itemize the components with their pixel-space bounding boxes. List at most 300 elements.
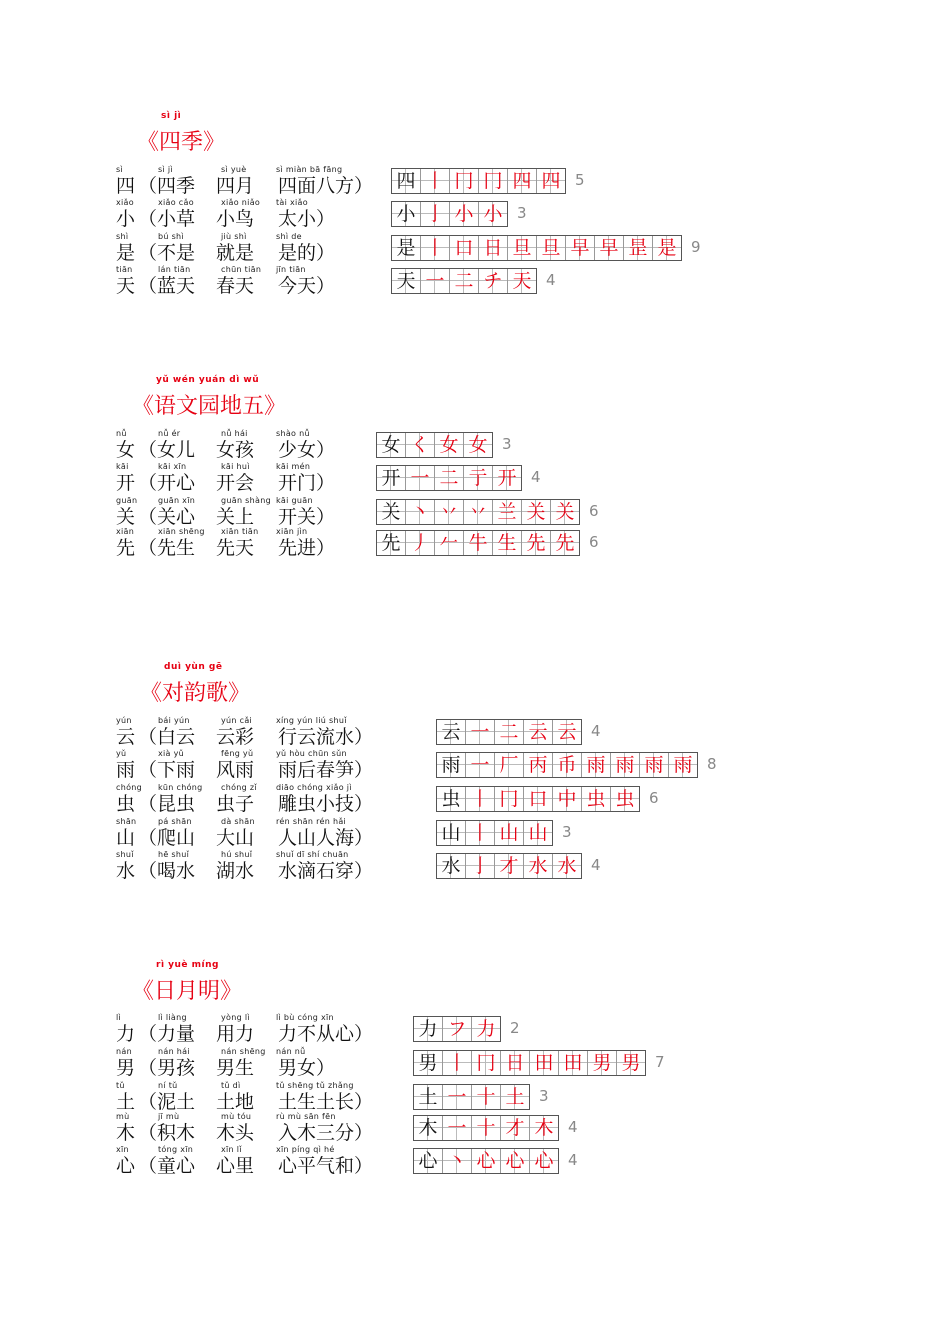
stroke-step-cell: 木 [530,1116,558,1140]
word-pinyin: shì de [276,232,302,241]
stroke-step-cell: 厂 [495,753,524,777]
char-pinyin: nán [116,1047,132,1056]
stroke-step-cell: 十 [472,1116,501,1140]
stroke-step-cell: 二 [435,466,464,490]
example-word: 用力 [216,1023,255,1045]
word-pinyin: yòng lì [221,1013,250,1022]
stroke-step-cell: 雨 [582,753,611,777]
grid-cell-character: 是 [392,236,421,260]
stroke-step-cell: 𠂉 [435,531,464,555]
word-pinyin: kāi xīn [158,462,187,471]
stroke-step-cell: 丶 [443,1149,472,1173]
stroke-order-grid [391,235,682,261]
example-word: （昆虫 [138,793,196,815]
stroke-step-cell: 丶 [406,500,435,524]
character-row [116,527,936,559]
example-word: 先进） [278,537,336,559]
example-word: （下雨 [138,759,196,781]
example-word: （蓝天 [138,275,196,297]
stroke-step-cell: フ [443,1017,472,1041]
example-word: 云彩 [216,726,255,748]
character: 先 [116,537,136,559]
character: 天 [116,275,136,297]
example-word: 男生 [216,1057,255,1079]
word-pinyin: tài xiǎo [276,198,308,207]
stroke-count: 4 [531,468,541,486]
stroke-step-cell: 冂 [479,169,508,193]
example-word: （不是 [138,242,196,264]
character-row [116,232,936,264]
stroke-step-cell: 先 [551,531,579,555]
grid-cell-character: 女 [377,433,406,457]
example-word: 今天） [278,275,336,297]
example-word: 湖水 [216,860,255,882]
grid-cell-character: 云 [437,720,466,744]
stroke-step-cell: 关 [551,500,579,524]
stroke-step-cell: 牛 [464,531,493,555]
word-pinyin: nǚ hái [221,429,248,438]
example-word: （关心 [138,506,196,528]
stroke-step-cell: 田 [559,1051,588,1075]
stroke-count: 6 [589,533,599,551]
section-title-pinyin: rì yuè míng [156,960,219,970]
example-word: 入木三分） [278,1122,374,1144]
example-word: （女儿 [138,439,196,461]
stroke-order-grid [436,820,553,846]
stroke-step-cell: 一 [443,1085,472,1109]
stroke-step-cell: 二 [450,269,479,293]
stroke-step-cell: 一 [443,1116,472,1140]
example-word: 大山 [216,827,255,849]
character-row [116,265,936,297]
example-word: 春天 [216,275,255,297]
stroke-step-cell: 丨 [466,787,495,811]
char-pinyin: yǔ [116,749,127,758]
stroke-step-cell: 才 [495,854,524,878]
character: 开 [116,472,136,494]
stroke-order-grid [391,268,537,294]
stroke-step-cell: 口 [524,787,553,811]
stroke-step-cell: 丿 [406,531,435,555]
stroke-order-grid [376,432,493,458]
stroke-step-cell: 早 [566,236,595,260]
stroke-step-cell: 田 [530,1051,559,1075]
word-pinyin: sì jì [158,165,173,174]
stroke-count: 9 [691,238,701,256]
grid-cell-character: 力 [414,1017,443,1041]
stroke-step-cell: 丨 [466,821,495,845]
character-row [116,783,936,815]
stroke-order-grid [436,752,698,778]
word-pinyin: nán shēng [221,1047,266,1056]
example-word: 心平气和） [278,1155,374,1177]
example-word: 木头 [216,1122,255,1144]
word-pinyin: yún cǎi [221,716,253,725]
stroke-count: 7 [655,1053,665,1071]
stroke-step-cell: 一 [466,753,495,777]
stroke-order-grid [391,201,508,227]
example-word: 雨后春笋） [278,759,374,781]
example-word: 雕虫小技） [278,793,374,815]
stroke-order-grid [376,530,580,556]
word-pinyin: chóng zǐ [221,783,257,792]
character-row [116,1081,936,1113]
example-word: 水滴石穿） [278,860,374,882]
char-pinyin: sì [116,165,123,174]
example-word: 先天 [216,537,255,559]
word-pinyin: fēng yǔ [221,749,254,758]
character: 心 [116,1155,136,1177]
stroke-step-cell: 二 [495,720,524,744]
section-title [132,960,243,1005]
char-pinyin: guān [116,496,138,505]
char-pinyin: shì [116,232,129,241]
stroke-order-grid [413,1115,559,1141]
section-title [140,662,251,707]
section-title-text: 《日月明》 [132,979,243,1004]
stroke-count: 6 [649,789,659,807]
stroke-step-cell: 丨 [421,169,450,193]
stroke-step-cell: 土 [501,1085,529,1109]
word-pinyin: lì liàng [158,1013,187,1022]
character-row [116,749,936,781]
example-word: 开会 [216,472,255,494]
example-word: 力不从心） [278,1023,374,1045]
word-pinyin: rén shān rén hǎi [276,817,347,826]
stroke-step-cell: 亅 [466,854,495,878]
char-pinyin: chóng [116,783,143,792]
example-word: （男孩 [138,1057,196,1079]
word-pinyin: hú shuǐ [221,850,253,859]
example-word: （白云 [138,726,196,748]
char-pinyin: xiǎo [116,198,134,207]
stroke-step-cell: 云 [553,720,581,744]
character: 云 [116,726,136,748]
character: 土 [116,1091,136,1113]
example-word: （爬山 [138,827,196,849]
example-word: 四面八方） [278,175,374,197]
stroke-step-cell: 雨 [640,753,669,777]
char-pinyin: shān [116,817,137,826]
char-pinyin: mù [116,1112,130,1121]
stroke-order-grid [436,719,582,745]
stroke-step-cell: 男 [588,1051,617,1075]
stroke-step-cell: 口 [450,236,479,260]
char-pinyin: kāi [116,462,129,471]
grid-cell-character: 土 [414,1085,443,1109]
stroke-order-grid [436,853,582,879]
word-pinyin: hē shuǐ [158,850,190,859]
example-word: 就是 [216,242,255,264]
stroke-step-cell: 开 [493,466,521,490]
stroke-order-grid [413,1050,646,1076]
character-row [116,496,936,528]
grid-cell-character: 关 [377,500,406,524]
word-pinyin: lán tiān [158,265,191,274]
stroke-count: 5 [575,171,585,189]
character: 木 [116,1122,136,1144]
grid-cell-character: 男 [414,1051,443,1075]
stroke-step-cell: 生 [493,531,522,555]
stroke-step-cell: 亍 [464,466,493,490]
stroke-step-cell: 丨 [443,1051,472,1075]
character: 女 [116,439,136,461]
char-pinyin: yún [116,716,132,725]
character-row [116,1013,936,1045]
word-pinyin: jiù shì [221,232,247,241]
stroke-step-cell: 关 [522,500,551,524]
stroke-step-cell: 丨 [421,236,450,260]
word-pinyin: guān xīn [158,496,196,505]
word-pinyin: diāo chóng xiǎo jì [276,783,352,792]
stroke-step-cell: 昰 [624,236,653,260]
stroke-step-cell: 丷 [435,500,464,524]
stroke-step-cell: 虫 [611,787,639,811]
character-row [116,429,936,461]
word-pinyin: guān shàng [221,496,271,505]
char-pinyin: xiān [116,527,135,536]
example-word: （积木 [138,1122,196,1144]
grid-cell-character: 开 [377,466,406,490]
word-pinyin: sì yuè [221,165,247,174]
word-pinyin: xiǎo niǎo [221,198,261,207]
stroke-order-grid [376,465,522,491]
stroke-order-grid [391,168,566,194]
word-pinyin: tóng xīn [158,1145,194,1154]
stroke-step-cell: 币 [553,753,582,777]
word-pinyin: rù mù sān fēn [276,1112,336,1121]
stroke-step-cell: 冂 [495,787,524,811]
character: 男 [116,1057,136,1079]
stroke-step-cell: 心 [530,1149,558,1173]
stroke-count: 3 [562,823,572,841]
example-word: （童心 [138,1155,196,1177]
section-title-pinyin: duì yùn gē [164,662,223,672]
stroke-step-cell: 雨 [611,753,640,777]
stroke-step-cell: 虫 [582,787,611,811]
character-row [116,1145,936,1177]
stroke-count: 3 [517,204,527,222]
stroke-order-grid [436,786,640,812]
stroke-step-cell: 旦 [537,236,566,260]
section-title-text: 《四季》 [137,130,226,155]
stroke-step-cell: 日 [479,236,508,260]
character-row [116,462,936,494]
stroke-step-cell: 女 [435,433,464,457]
example-word: 土生土长） [278,1091,374,1113]
stroke-step-cell: 女 [464,433,492,457]
char-pinyin: xīn [116,1145,129,1154]
section-title-text: 《对韵歌》 [140,681,251,706]
char-pinyin: shuǐ [116,850,134,859]
stroke-step-cell: 旦 [508,236,537,260]
stroke-count: 2 [510,1019,520,1037]
word-pinyin: pá shān [158,817,192,826]
example-word: （小草 [138,208,196,230]
stroke-step-cell: 心 [472,1149,501,1173]
section-title-pinyin: yǔ wén yuán dì wǔ [156,375,260,385]
character: 力 [116,1023,136,1045]
stroke-step-cell: 日 [501,1051,530,1075]
stroke-step-cell: 云 [524,720,553,744]
example-word: （先生 [138,537,196,559]
section-title-text: 《语文园地五》 [132,394,287,419]
character: 雨 [116,759,136,781]
word-pinyin: kūn chóng [158,783,203,792]
char-pinyin: lì [116,1013,122,1022]
stroke-step-cell: 一 [421,269,450,293]
stroke-step-cell: 男 [617,1051,645,1075]
stroke-step-cell: 山 [524,821,552,845]
word-pinyin: kāi huì [221,462,250,471]
word-pinyin: jīn tiān [276,265,306,274]
example-word: 是的） [278,242,336,264]
stroke-step-cell: 四 [508,169,537,193]
word-pinyin: kāi guān [276,496,313,505]
example-word: （开心 [138,472,196,494]
word-pinyin: sì miàn bā fāng [276,165,343,174]
word-pinyin: xīn píng qì hé [276,1145,335,1154]
grid-cell-character: 小 [392,202,421,226]
stroke-count: 4 [591,856,601,874]
stroke-step-cell: 小 [479,202,507,226]
word-pinyin: nǚ ér [158,429,181,438]
character: 四 [116,175,136,197]
example-word: （泥土 [138,1091,196,1113]
stroke-step-cell: 天 [508,269,536,293]
word-pinyin: ní tǔ [158,1081,178,1090]
stroke-step-cell: 心 [501,1149,530,1173]
example-word: 虫子 [216,793,255,815]
stroke-step-cell: 山 [495,821,524,845]
stroke-step-cell: 四 [537,169,565,193]
stroke-step-cell: 水 [524,854,553,878]
grid-cell-character: 水 [437,854,466,878]
stroke-count: 4 [591,722,601,740]
stroke-order-grid [376,499,580,525]
word-pinyin: kāi mén [276,462,311,471]
word-pinyin: chūn tiān [221,265,262,274]
word-pinyin: xīn lǐ [221,1145,242,1154]
word-pinyin: nán hái [158,1047,190,1056]
stroke-count: 4 [546,271,556,289]
word-pinyin: yǔ hòu chūn sǔn [276,749,347,758]
word-pinyin: xiǎo cǎo [158,198,194,207]
char-pinyin: tiān [116,265,133,274]
word-pinyin: bái yún [158,716,190,725]
word-pinyin: dà shān [221,817,255,826]
stroke-step-cell: 雨 [669,753,697,777]
stroke-count: 4 [568,1151,578,1169]
example-word: 行云流水） [278,726,374,748]
grid-cell-character: 雨 [437,753,466,777]
character-row [116,850,936,882]
grid-cell-character: 心 [414,1149,443,1173]
stroke-step-cell: 冂 [450,169,479,193]
character-row [116,1047,936,1079]
example-word: 男女） [278,1057,336,1079]
example-word: （喝水 [138,860,196,882]
stroke-step-cell: 一 [466,720,495,744]
stroke-step-cell: 先 [522,531,551,555]
character: 虫 [116,793,136,815]
stroke-step-cell: 丷 [464,500,493,524]
character: 山 [116,827,136,849]
word-pinyin: tǔ shēng tǔ zhǎng [276,1081,354,1090]
section-title-pinyin: sì jì [161,111,182,121]
character-row [116,198,936,230]
stroke-count: 8 [707,755,717,773]
grid-cell-character: 木 [414,1116,443,1140]
stroke-count: 3 [539,1087,549,1105]
grid-cell-character: 山 [437,821,466,845]
word-pinyin: bú shì [158,232,184,241]
character: 水 [116,860,136,882]
example-word: 小鸟 [216,208,255,230]
example-word: 太小） [278,208,336,230]
stroke-step-cell: 兰 [493,500,522,524]
word-pinyin: nán nǚ [276,1047,306,1056]
word-pinyin: xiān shēng [158,527,205,536]
character-row [116,1112,936,1144]
example-word: （四季 [138,175,196,197]
word-pinyin: lì bù cóng xīn [276,1013,334,1022]
example-word: 女孩 [216,439,255,461]
stroke-count: 4 [568,1118,578,1136]
word-pinyin: tǔ dì [221,1081,241,1090]
word-pinyin: xiān jìn [276,527,308,536]
stroke-step-cell: 冂 [472,1051,501,1075]
example-word: （力量 [138,1023,196,1045]
example-word: 土地 [216,1091,255,1113]
stroke-step-cell: チ [479,269,508,293]
word-pinyin: xià yǔ [158,749,185,758]
grid-cell-character: 先 [377,531,406,555]
stroke-step-cell: 一 [406,466,435,490]
stroke-step-cell: 是 [653,236,681,260]
stroke-order-grid [413,1084,530,1110]
stroke-step-cell: 才 [501,1116,530,1140]
example-word: 四月 [216,175,255,197]
stroke-step-cell: 早 [595,236,624,260]
character: 小 [116,208,136,230]
character-row [116,817,936,849]
character: 是 [116,242,136,264]
example-word: 开关） [278,506,336,528]
stroke-count: 3 [502,435,512,453]
example-word: 开门） [278,472,336,494]
example-word: 关上 [216,506,255,528]
word-pinyin: xiān tiān [221,527,259,536]
word-pinyin: jī mù [158,1112,180,1121]
grid-cell-character: 四 [392,169,421,193]
stroke-step-cell: 丙 [524,753,553,777]
word-pinyin: mù tóu [221,1112,252,1121]
stroke-count: 6 [589,502,599,520]
char-pinyin: tǔ [116,1081,125,1090]
example-word: 心里 [216,1155,255,1177]
section-title [137,111,226,156]
stroke-step-cell: 小 [450,202,479,226]
char-pinyin: nǚ [116,429,127,438]
stroke-order-grid [413,1148,559,1174]
character-row [116,716,936,748]
stroke-order-grid [413,1016,501,1042]
grid-cell-character: 虫 [437,787,466,811]
stroke-step-cell: 水 [553,854,581,878]
grid-cell-character: 天 [392,269,421,293]
section-title [132,375,287,420]
